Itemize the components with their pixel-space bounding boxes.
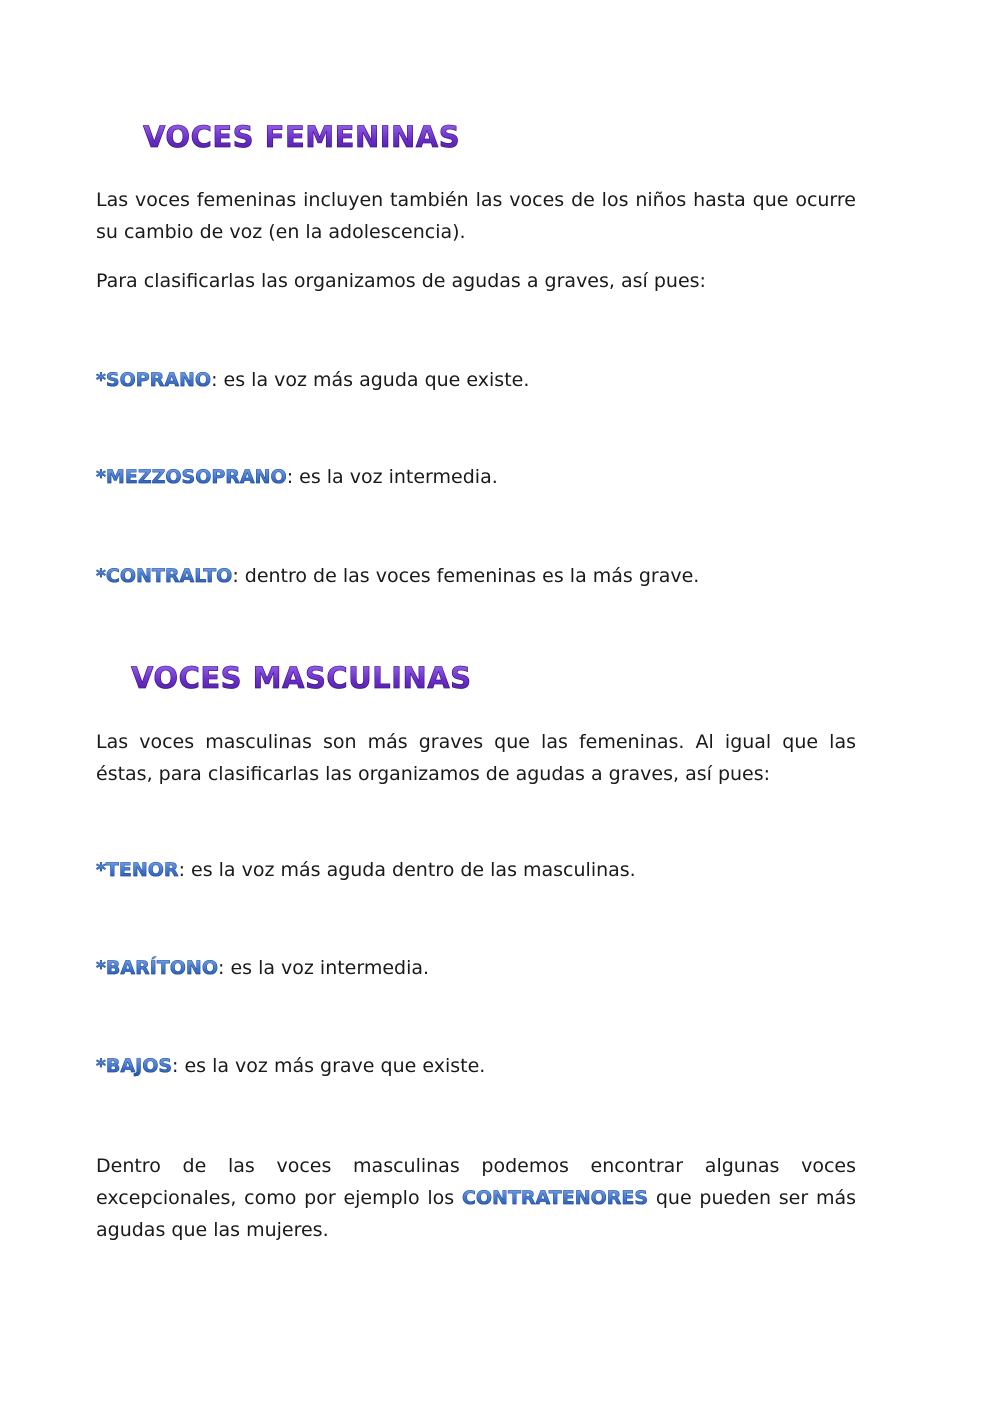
voice-description-mezzosoprano: : es la voz intermedia. bbox=[286, 466, 498, 488]
voice-term-bajos: *BAJOS bbox=[96, 1055, 173, 1077]
closing-text-after: que pueden ser más agudas que las mujeres. bbox=[96, 1187, 857, 1241]
voice-term-contratenores: CONTRATENORES bbox=[461, 1187, 649, 1209]
voice-description-tenor: : es la voz más aguda dentro de las masculinas. bbox=[178, 859, 636, 881]
closing-text-before: Dentro de las voces masculinas podemos encontrar algunas voces excepcionales, como por ejemplo los bbox=[96, 1155, 856, 1209]
paragraph-female-intro: Las voces femeninas incluyen también las voces de los niños hasta que ocurre su cambio de voz (en la adolescencia). bbox=[96, 189, 856, 243]
voice-term-mezzosoprano: *MEZZOSOPRANO bbox=[96, 466, 287, 488]
voice-description-baritono: : es la voz intermedia. bbox=[218, 957, 430, 979]
voice-item-tenor bbox=[96, 854, 636, 886]
voice-item-bajos bbox=[96, 1050, 485, 1082]
voice-description-bajos: : es la voz más grave que existe. bbox=[172, 1055, 486, 1077]
voice-item-mezzosoprano bbox=[96, 461, 498, 493]
voice-item-contralto bbox=[96, 560, 699, 592]
voice-term-tenor: *TENOR bbox=[96, 859, 179, 881]
voice-item-baritono bbox=[96, 952, 429, 984]
voice-term-contralto: *CONTRALTO bbox=[96, 565, 233, 587]
paragraph-male-intro: Las voces masculinas son más graves que las femeninas. Al igual que las éstas, para clasificarlas las organizamos de agudas a graves, así pues: bbox=[96, 731, 856, 785]
heading-voces-masculinas: VOCES MASCULINAS bbox=[131, 661, 472, 695]
paragraph-female-classify: Para clasificarlas las organizamos de agudas a graves, así pues: bbox=[96, 270, 706, 292]
voice-description-soprano: : es la voz más aguda que existe. bbox=[211, 369, 530, 391]
heading-voces-femeninas: VOCES FEMENINAS bbox=[143, 120, 461, 154]
voice-item-soprano bbox=[96, 364, 529, 396]
voice-term-soprano: *SOPRANO bbox=[96, 369, 212, 391]
paragraph-male-closing bbox=[96, 1150, 856, 1246]
voice-term-baritono: *BARÍTONO bbox=[96, 957, 218, 979]
voice-description-contralto: : dentro de las voces femeninas es la más grave. bbox=[232, 565, 700, 587]
